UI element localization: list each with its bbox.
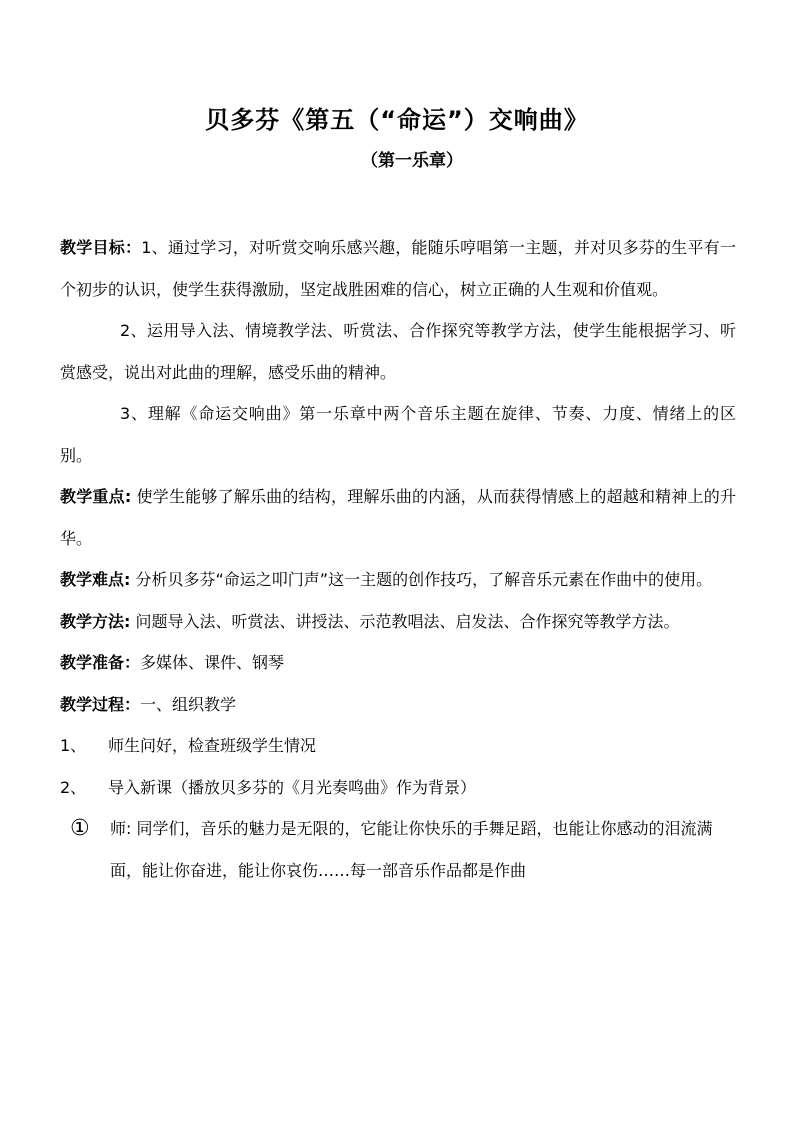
key-points-text: 使学生能够了解乐曲的结构，理解乐曲的内涵，从而获得情感上的超越和精神上的升华。 — [60, 487, 736, 548]
difficulties-text: 分析贝多芬“命运之叩门声”这一主题的创作技巧，了解音乐元素在作曲中的使用。 — [130, 570, 713, 589]
sub-list-item — [60, 808, 736, 891]
list-item-text: 师生问好，检查班级学生情况 — [108, 736, 317, 755]
teaching-process — [60, 684, 736, 726]
list-item — [60, 725, 736, 767]
teaching-methods — [60, 601, 736, 643]
key-points-label: 教学重点: — [60, 487, 132, 506]
goal-item-2: 2、运用导入法、情境教学法、听赏法、合作探究等教学方法，使学生能根据学习、听赏感受，说出对此曲的理解，感受乐曲的精神。 — [60, 321, 736, 382]
goal-item-3: 3、理解《命运交响曲》第一乐章中两个音乐主题在旋律、节奏、力度、情绪上的区别。 — [60, 404, 736, 465]
circled-number: ① — [70, 816, 90, 841]
difficulties-label: 教学难点: — [60, 570, 131, 589]
teaching-goals — [60, 227, 736, 310]
preparation-text: 多媒体、课件、钢琴 — [140, 653, 285, 672]
document-body — [60, 227, 736, 891]
process-label: 教学过程： — [60, 694, 141, 714]
sub-list-item-text: 师: 同学们，音乐的魅力是无限的，它能让你快乐的手舞足蹈，也能让你感动的泪流满面，能让你奋进，能让你哀伤……每一部音乐作品都是作曲 — [110, 819, 713, 880]
methods-text: 问题导入法、听赏法、讲授法、示范教唱法、启发法、合作探究等教学方法。 — [130, 611, 680, 631]
methods-label: 教学方法: — [60, 611, 131, 631]
list-item-text: 导入新课（播放贝多芬的《月光奏鸣曲》作为背景） — [108, 777, 477, 797]
list-item-number: 2、 — [60, 777, 87, 797]
list-item-number: 1、 — [60, 736, 87, 755]
goal-item-1: 1、通过学习，对听赏交响乐感兴趣，能随乐哼唱第一主题，并对贝多芬的生平有一个初步的认识，使学生获得激励，坚定战胜困难的信心，树立正确的人生观和价值观。 — [60, 238, 736, 299]
preparation-label: 教学准备： — [60, 653, 141, 672]
process-text: 一、组织教学 — [140, 694, 237, 714]
teaching-key-points — [60, 476, 736, 559]
document-title: 贝多芬《第五（“命运”）交响曲》 — [205, 106, 589, 134]
teaching-preparation — [60, 642, 736, 684]
teaching-difficulties — [60, 559, 736, 601]
list-item — [60, 767, 736, 809]
teaching-goals-label: 教学目标： — [60, 238, 142, 257]
document-subtitle: （第一乐章） — [361, 151, 463, 171]
